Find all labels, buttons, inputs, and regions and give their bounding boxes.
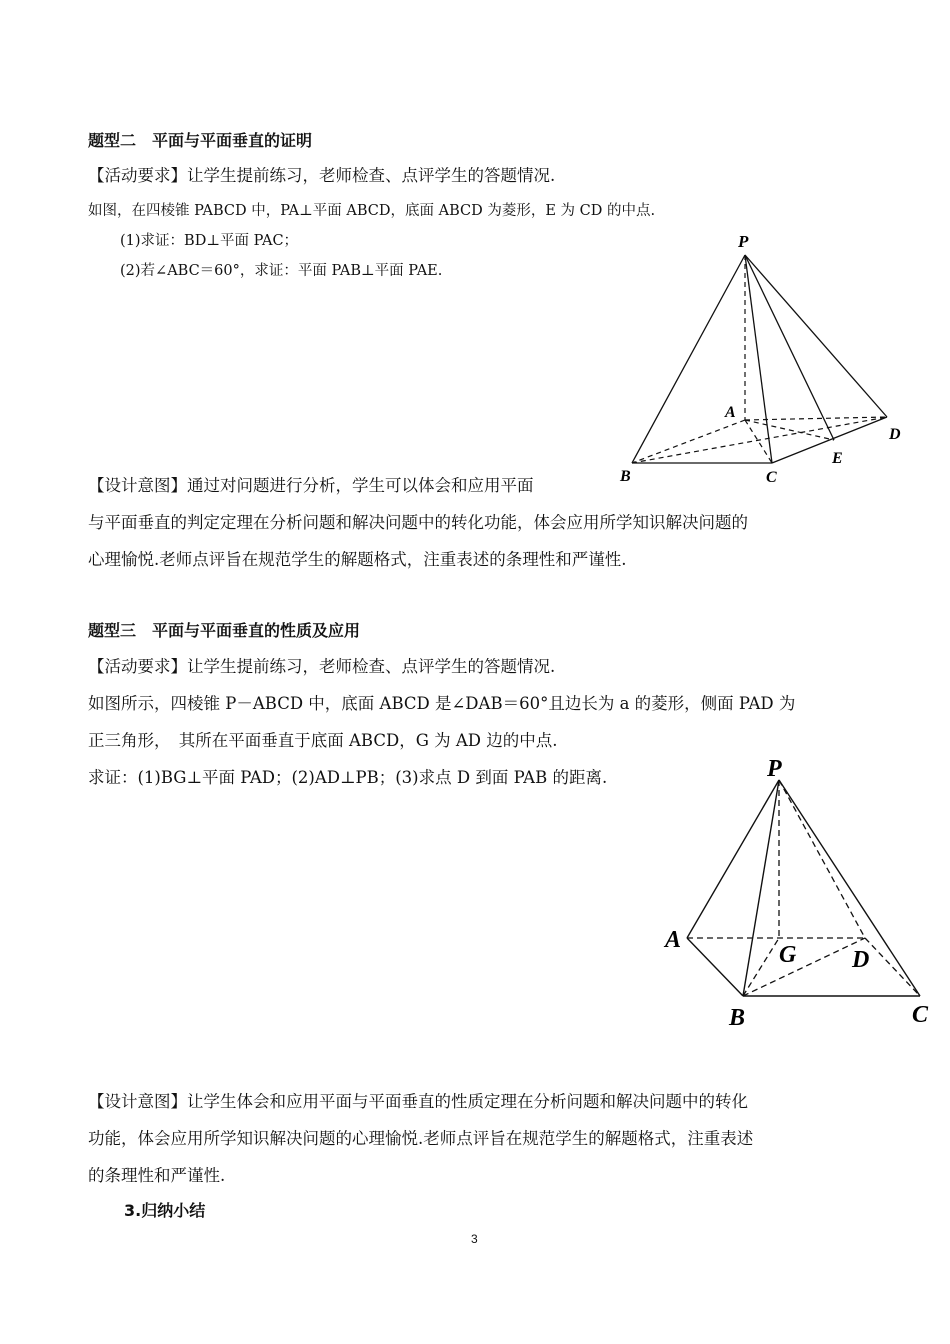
section2-activity: 【活动要求】让学生提前练习，老师检查、点评学生的答题情况.: [88, 166, 556, 185]
section2-intent-line-2: 与平面垂直的判定定理在分析问题和解决问题中的转化功能，体会应用所学知识解决问题的: [88, 513, 748, 532]
label-G: G: [779, 942, 797, 968]
section3-intent-line-3: 的条理性和严谨性.: [88, 1166, 226, 1185]
label-B: B: [729, 1005, 746, 1031]
section3-activity: 【活动要求】让学生提前练习，老师检查、点评学生的答题情况.: [88, 657, 556, 676]
label-E: E: [832, 450, 843, 467]
section3-problem-line-3: 求证：(1)BG⊥平面 PAD；(2)AD⊥PB；(3)求点 D 到面 PAB 的距离.: [88, 768, 608, 787]
section3-title: 题型三 平面与平面垂直的性质及应用: [88, 621, 361, 640]
label-A: A: [725, 404, 736, 421]
diagonal-BD: [632, 417, 887, 463]
section3-problem-line-2: 正三角形， 其所在平面垂直于底面 ABCD，G 为 AD 边的中点.: [88, 731, 558, 750]
section2-title: 题型二 平面与平面垂直的证明: [88, 131, 313, 150]
pyramid-figure-2: [655, 750, 940, 1035]
section2-question-2: (2)若∠ABC＝60°，求证：平面 PAB⊥平面 PAE.: [120, 263, 443, 279]
section2-intent-line-1: 【设计意图】通过对问题进行分析，学生可以体会和应用平面: [88, 476, 534, 495]
label-P: P: [767, 756, 782, 782]
label-C: C: [912, 1002, 929, 1028]
label-A: A: [665, 927, 682, 953]
section3-intent-line-1: 【设计意图】让学生体会和应用平面与平面垂直的性质定理在分析问题和解决问题中的转化: [88, 1092, 748, 1111]
summary-title: 3.归纳小结: [124, 1201, 206, 1220]
label-C: C: [766, 469, 777, 486]
section3-intent-line-2: 功能，体会应用所学知识解决问题的心理愉悦.老师点评旨在规范学生的解题格式，注重表述: [88, 1129, 754, 1148]
edge-PE: [745, 255, 834, 440]
page-number: 3: [471, 1232, 478, 1246]
section2-question-1: (1)求证：BD⊥平面 PAC；: [120, 233, 299, 249]
edge-AB: [632, 420, 745, 463]
edge-PC: [745, 255, 772, 463]
edge-AB: [687, 938, 743, 996]
section3-problem-line-1: 如图所示，四棱锥 P－ABCD 中，底面 ABCD 是∠DAB＝60°且边长为 a 的菱形，侧面 PAD 为: [88, 694, 796, 713]
edge-DC: [865, 938, 920, 996]
edge-PD: [779, 780, 865, 938]
edge-PB: [632, 255, 745, 463]
label-D: D: [852, 947, 870, 973]
pyramid-figure-1: [600, 225, 920, 490]
edge-PC: [779, 780, 920, 996]
edge-CD: [772, 417, 887, 463]
label-P: P: [738, 232, 749, 251]
label-B: B: [620, 468, 631, 485]
section2-intent-line-3: 心理愉悦.老师点评旨在规范学生的解题格式，注重表述的条理性和严谨性.: [88, 550, 627, 569]
edge-PD: [745, 255, 887, 417]
segment-AE: [745, 420, 834, 440]
label-D: D: [889, 426, 901, 443]
edge-PB: [743, 780, 779, 996]
section2-problem: 如图，在四棱锥 PABCD 中，PA⊥平面 ABCD，底面 ABCD 为菱形，E 为 CD 的中点.: [88, 203, 656, 219]
